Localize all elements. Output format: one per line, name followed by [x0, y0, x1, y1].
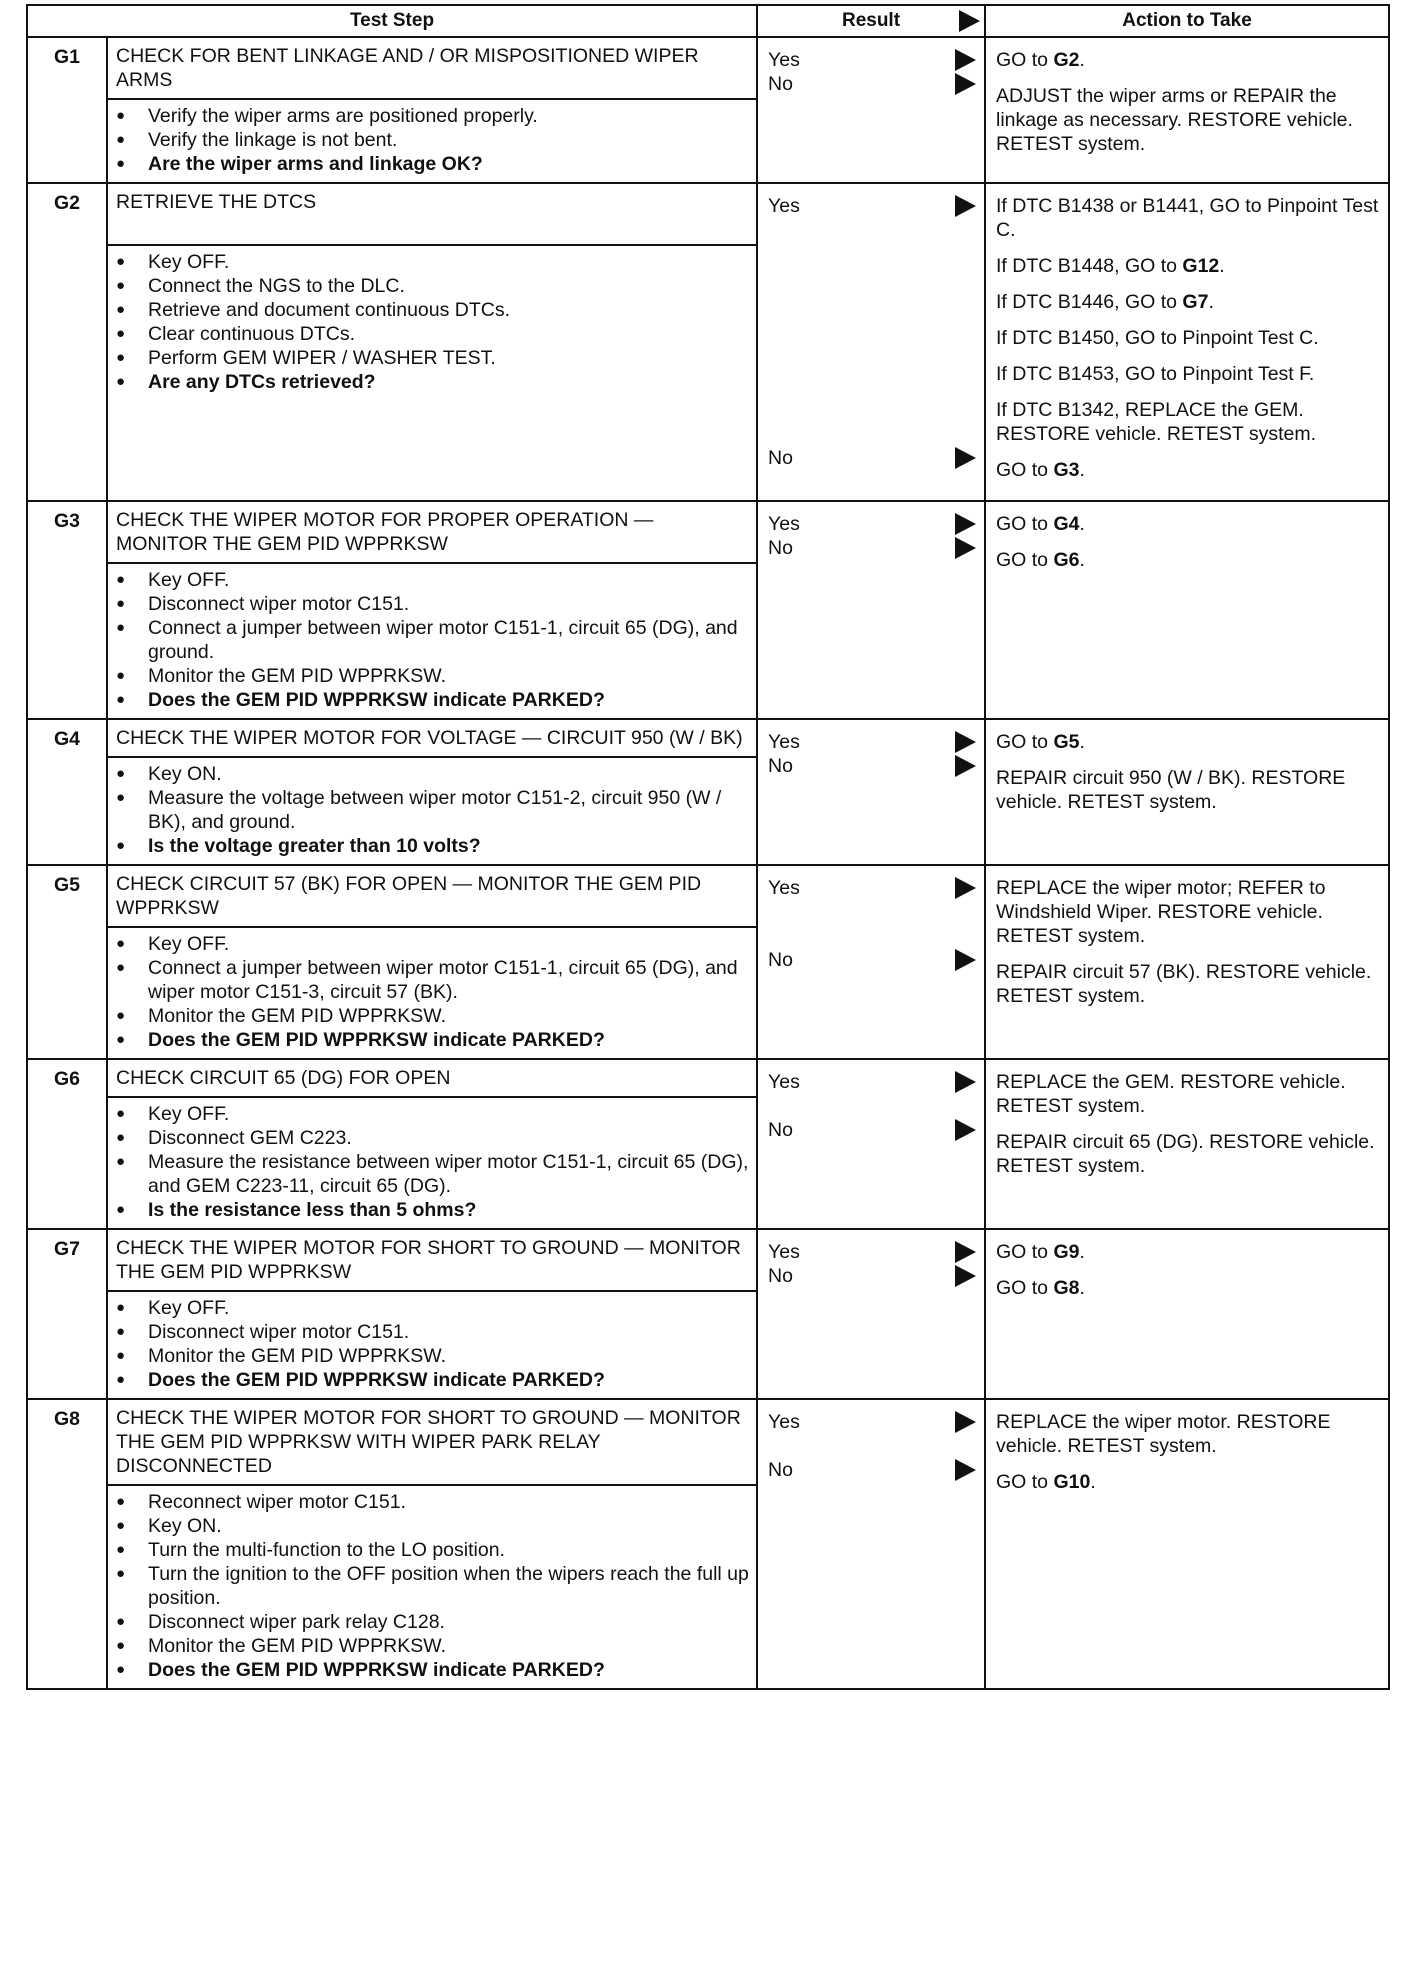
procedure-item: ● Key OFF. [108, 932, 752, 956]
action-cell [985, 501, 1389, 719]
action-group [996, 1240, 1382, 1264]
result-label: Yes [768, 49, 800, 71]
result-entry [768, 948, 978, 996]
result-label: No [768, 447, 793, 469]
procedure-item: ● Key OFF. [108, 250, 752, 274]
step-title: CHECK THE WIPER MOTOR FOR SHORT TO GROUND — MONITOR THE GEM PID WPPRKSW WITH WIPER PARK RELAY DISCONNECTED [107, 1399, 757, 1485]
action-tail: . [1079, 1277, 1085, 1299]
step-row-g6 [27, 1059, 1389, 1097]
action-text [996, 194, 1382, 242]
arrow-right-icon [955, 877, 976, 899]
action-text [996, 458, 1382, 482]
step-id-blank [27, 99, 107, 183]
action-main: REPLACE the wiper motor. RESTORE vehicle. RETEST system. [996, 1411, 1331, 1457]
action-group [996, 548, 1382, 572]
action-text [996, 960, 1382, 1008]
action-text [996, 48, 1382, 72]
action-group [996, 48, 1382, 72]
action-main: GO to [996, 1277, 1049, 1299]
step-id-blank [27, 927, 107, 1059]
result-label: Yes [768, 731, 800, 753]
procedure-item: ● Key OFF. [108, 1296, 752, 1320]
action-text [996, 766, 1382, 814]
step-row-g2 [27, 183, 1389, 245]
action-cell [985, 865, 1389, 1059]
action-tail: . [1079, 731, 1085, 753]
action-step-ref: G8 [1053, 1277, 1080, 1299]
action-group [996, 1276, 1382, 1300]
action-main: If DTC B1453, GO to Pinpoint Test F. [996, 363, 1315, 385]
action-step-ref: G7 [1182, 291, 1209, 313]
step-id: G6 [27, 1059, 107, 1097]
procedure-item: ● Key OFF. [108, 568, 752, 592]
action-tail: . [1090, 1471, 1096, 1493]
step-title: RETRIEVE THE DTCS [107, 183, 757, 245]
procedure-item: ● Monitor the GEM PID WPPRKSW. [108, 1344, 752, 1368]
table-header-row [27, 5, 1389, 37]
procedure-item: ● Connect a jumper between wiper motor C151-1, circuit 65 (DG), and ground. [108, 616, 752, 664]
result-label: No [768, 1119, 793, 1141]
action-group [996, 876, 1382, 948]
step-procedure [107, 1485, 757, 1689]
action-tail: . [1208, 291, 1214, 313]
procedure-item: ● Turn the multi-function to the LO position. [108, 1538, 752, 1562]
action-text [996, 84, 1382, 156]
step-id: G5 [27, 865, 107, 927]
step-id-blank [27, 757, 107, 865]
step-procedure [107, 757, 757, 865]
procedure-list [108, 104, 752, 176]
action-text [996, 326, 1382, 350]
result-label: Yes [768, 1411, 800, 1433]
action-main: If DTC B1438 or B1441, GO to Pinpoint Test C. [996, 195, 1379, 241]
result-entry [768, 48, 978, 72]
action-tail: . [1219, 255, 1225, 277]
action-cell [985, 1059, 1389, 1229]
action-group [996, 458, 1382, 482]
step-row-g4 [27, 719, 1389, 757]
procedure-question: ● Does the GEM PID WPPRKSW indicate PARKED? [108, 688, 752, 712]
step-row-g8 [27, 1399, 1389, 1485]
action-text [996, 548, 1382, 572]
procedure-item: ● Turn the ignition to the OFF position when the wipers reach the full up position. [108, 1562, 752, 1610]
result-entry [768, 1240, 978, 1264]
procedure-item: ● Key ON. [108, 762, 752, 786]
header-action: Action to Take [985, 5, 1389, 37]
procedure-item: ● Reconnect wiper motor C151. [108, 1490, 752, 1514]
step-procedure [107, 1097, 757, 1229]
step-id-blank [27, 1485, 107, 1689]
step-id: G2 [27, 183, 107, 245]
action-text [996, 1410, 1382, 1458]
header-result-label: Result [841, 10, 901, 31]
step-row-g1 [27, 37, 1389, 99]
action-text [996, 362, 1382, 386]
procedure-question: ● Is the resistance less than 5 ohms? [108, 1198, 752, 1222]
procedure-item: ● Monitor the GEM PID WPPRKSW. [108, 664, 752, 688]
procedure-item: ● Key OFF. [108, 1102, 752, 1126]
action-main: ADJUST the wiper arms or REPAIR the linkage as necessary. RESTORE vehicle. RETEST system. [996, 85, 1353, 155]
procedure-item: ● Verify the wiper arms are positioned properly. [108, 104, 752, 128]
procedure-item: ● Disconnect wiper motor C151. [108, 592, 752, 616]
arrow-right-icon [959, 10, 980, 32]
step-title: CHECK CIRCUIT 57 (BK) FOR OPEN — MONITOR THE GEM PID WPPRKSW [107, 865, 757, 927]
action-main: GO to [996, 513, 1049, 535]
action-text [996, 398, 1382, 446]
procedure-list [108, 568, 752, 712]
step-id-blank [27, 1097, 107, 1229]
arrow-right-icon [955, 195, 976, 217]
arrow-right-icon [955, 731, 976, 753]
action-group [996, 1130, 1382, 1178]
result-label: No [768, 1459, 793, 1481]
procedure-item: ● Verify the linkage is not bent. [108, 128, 752, 152]
action-step-ref: G4 [1053, 513, 1080, 535]
result-entry [768, 512, 978, 536]
result-label: Yes [768, 1071, 800, 1093]
procedure-item: ● Clear continuous DTCs. [108, 322, 752, 346]
procedure-list [108, 1490, 752, 1682]
procedure-item: ● Monitor the GEM PID WPPRKSW. [108, 1634, 752, 1658]
procedure-list [108, 762, 752, 858]
action-cell [985, 1229, 1389, 1399]
pinpoint-test-table [26, 4, 1390, 1690]
action-text [996, 1070, 1382, 1118]
step-id: G7 [27, 1229, 107, 1291]
step-procedure [107, 1291, 757, 1399]
procedure-item: ● Connect the NGS to the DLC. [108, 274, 752, 298]
action-main: If DTC B1342, REPLACE the GEM. RESTORE vehicle. RETEST system. [996, 399, 1317, 445]
result-label: No [768, 1265, 793, 1287]
result-cell [757, 1059, 985, 1229]
action-group [996, 1410, 1382, 1458]
action-step-ref: G9 [1053, 1241, 1080, 1263]
procedure-list [108, 932, 752, 1052]
result-cell [757, 501, 985, 719]
step-title: CHECK THE WIPER MOTOR FOR VOLTAGE — CIRCUIT 950 (W / BK) [107, 719, 757, 757]
step-title: CHECK FOR BENT LINKAGE AND / OR MISPOSITIONED WIPER ARMS [107, 37, 757, 99]
result-cell [757, 1229, 985, 1399]
action-step-ref: G6 [1053, 549, 1080, 571]
action-step-ref: G5 [1053, 731, 1080, 753]
procedure-item: ● Monitor the GEM PID WPPRKSW. [108, 1004, 752, 1028]
result-entry [768, 754, 978, 802]
result-entry [768, 194, 978, 446]
action-cell [985, 719, 1389, 865]
action-main: REPAIR circuit 950 (W / BK). RESTORE vehicle. RETEST system. [996, 767, 1346, 813]
result-cell [757, 719, 985, 865]
procedure-item: ● Key ON. [108, 1514, 752, 1538]
procedure-item: ● Measure the resistance between wiper motor C151-1, circuit 65 (DG), and GEM C223-11, circuit 65 (DG). [108, 1150, 752, 1198]
procedure-item: ● Disconnect wiper park relay C128. [108, 1610, 752, 1634]
action-main: GO to [996, 731, 1049, 753]
procedure-list [108, 1296, 752, 1392]
action-text [996, 1470, 1382, 1494]
arrow-right-icon [955, 1119, 976, 1141]
arrow-right-icon [955, 949, 976, 971]
action-main: If DTC B1446, GO to [996, 291, 1177, 313]
procedure-item: ● Perform GEM WIPER / WASHER TEST. [108, 346, 752, 370]
step-id-blank [27, 1291, 107, 1399]
procedure-question: ● Is the voltage greater than 10 volts? [108, 834, 752, 858]
action-group [996, 512, 1382, 536]
result-label: No [768, 949, 793, 971]
step-title: CHECK THE WIPER MOTOR FOR PROPER OPERATION — MONITOR THE GEM PID WPPRKSW [107, 501, 757, 563]
step-title: CHECK CIRCUIT 65 (DG) FOR OPEN [107, 1059, 757, 1097]
procedure-question: ● Does the GEM PID WPPRKSW indicate PARKED? [108, 1658, 752, 1682]
action-text [996, 876, 1382, 948]
procedure-list [108, 1102, 752, 1222]
action-group [996, 730, 1382, 754]
step-row-g7 [27, 1229, 1389, 1291]
action-group [996, 960, 1382, 1008]
result-label: No [768, 73, 793, 95]
result-entry [768, 1458, 978, 1482]
step-procedure [107, 563, 757, 719]
arrow-right-icon [955, 73, 976, 95]
arrow-right-icon [955, 49, 976, 71]
action-tail: . [1079, 459, 1085, 481]
action-group [996, 766, 1382, 814]
arrow-right-icon [955, 537, 976, 559]
procedure-item: ● Retrieve and document continuous DTCs. [108, 298, 752, 322]
action-main: REPAIR circuit 65 (DG). RESTORE vehicle. RETEST system. [996, 1131, 1375, 1177]
result-entry [768, 72, 978, 144]
procedure-item: ● Measure the voltage between wiper motor C151-2, circuit 950 (W / BK), and ground. [108, 786, 752, 834]
action-tail: . [1079, 49, 1085, 71]
action-main: GO to [996, 49, 1049, 71]
diagnostic-page [26, 4, 1388, 1690]
procedure-list [108, 250, 752, 394]
arrow-right-icon [955, 1265, 976, 1287]
arrow-right-icon [955, 513, 976, 535]
action-tail: . [1079, 549, 1085, 571]
action-main: GO to [996, 1471, 1049, 1493]
step-id: G1 [27, 37, 107, 99]
action-group [996, 1470, 1382, 1494]
step-procedure [107, 927, 757, 1059]
result-entry [768, 1410, 978, 1458]
action-step-ref: G2 [1053, 49, 1080, 71]
action-group [996, 84, 1382, 156]
arrow-right-icon [955, 1241, 976, 1263]
procedure-question: ● Are any DTCs retrieved? [108, 370, 752, 394]
result-entry [768, 876, 978, 948]
procedure-question: ● Are the wiper arms and linkage OK? [108, 152, 752, 176]
arrow-right-icon [955, 755, 976, 777]
step-procedure [107, 99, 757, 183]
result-entry [768, 730, 978, 754]
action-cell [985, 183, 1389, 501]
result-label: No [768, 755, 793, 777]
result-label: Yes [768, 195, 800, 217]
action-text [996, 730, 1382, 754]
action-tail: . [1079, 513, 1085, 535]
arrow-right-icon [955, 1411, 976, 1433]
action-text [996, 1130, 1382, 1178]
procedure-item: ● Disconnect GEM C223. [108, 1126, 752, 1150]
step-id-blank [27, 245, 107, 501]
step-row-g3 [27, 501, 1389, 563]
header-result [757, 5, 985, 37]
action-main: REPAIR circuit 57 (BK). RESTORE vehicle. RETEST system. [996, 961, 1372, 1007]
result-cell [757, 183, 985, 501]
action-text [996, 1240, 1382, 1264]
arrow-right-icon [955, 1071, 976, 1093]
result-cell [757, 1399, 985, 1689]
arrow-right-icon [955, 1459, 976, 1481]
procedure-item: ● Disconnect wiper motor C151. [108, 1320, 752, 1344]
action-step-ref: G12 [1182, 255, 1220, 277]
arrow-right-icon [955, 447, 976, 469]
action-step-ref: G10 [1053, 1471, 1091, 1493]
action-group [996, 194, 1382, 446]
action-cell [985, 1399, 1389, 1689]
step-title: CHECK THE WIPER MOTOR FOR SHORT TO GROUND — MONITOR THE GEM PID WPPRKSW [107, 1229, 757, 1291]
result-label: Yes [768, 513, 800, 535]
step-row-g5 [27, 865, 1389, 927]
action-text [996, 290, 1382, 314]
action-main: REPLACE the GEM. RESTORE vehicle. RETEST system. [996, 1071, 1346, 1117]
result-label: Yes [768, 1241, 800, 1263]
action-main: If DTC B1448, GO to [996, 255, 1177, 277]
result-cell [757, 865, 985, 1059]
procedure-item: ● Connect a jumper between wiper motor C151-1, circuit 65 (DG), and wiper motor C151-3, circuit 57 (BK). [108, 956, 752, 1004]
action-main: GO to [996, 1241, 1049, 1263]
procedure-question: ● Does the GEM PID WPPRKSW indicate PARKED? [108, 1368, 752, 1392]
step-id: G3 [27, 501, 107, 563]
step-id: G8 [27, 1399, 107, 1485]
result-label: Yes [768, 877, 800, 899]
result-entry [768, 1264, 978, 1288]
action-text [996, 512, 1382, 536]
action-main: GO to [996, 549, 1049, 571]
action-cell [985, 37, 1389, 183]
action-group [996, 1070, 1382, 1118]
action-main: REPLACE the wiper motor; REFER to Windshield Wiper. RESTORE vehicle. RETEST system. [996, 877, 1326, 947]
action-step-ref: G3 [1053, 459, 1080, 481]
action-main: If DTC B1450, GO to Pinpoint Test C. [996, 327, 1319, 349]
result-cell [757, 37, 985, 183]
result-entry [768, 1070, 978, 1118]
result-entry [768, 536, 978, 560]
action-text [996, 254, 1382, 278]
action-main: GO to [996, 459, 1049, 481]
step-procedure [107, 245, 757, 501]
result-label: No [768, 537, 793, 559]
procedure-question: ● Does the GEM PID WPPRKSW indicate PARKED? [108, 1028, 752, 1052]
result-entry [768, 1118, 978, 1166]
action-tail: . [1079, 1241, 1085, 1263]
step-id-blank [27, 563, 107, 719]
result-entry [768, 446, 978, 470]
action-text [996, 1276, 1382, 1300]
header-test-step: Test Step [27, 5, 757, 37]
step-id: G4 [27, 719, 107, 757]
